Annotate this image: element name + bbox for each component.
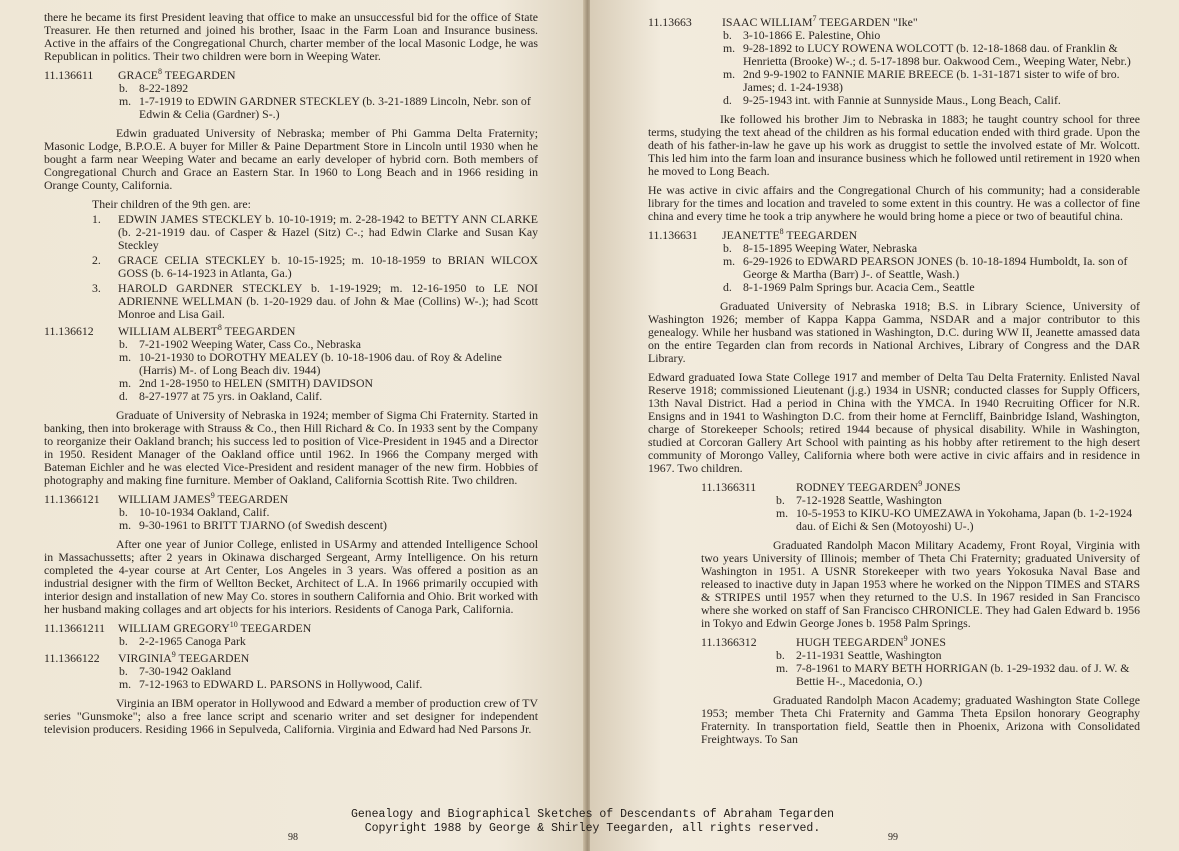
birth-line: b. 3-10-1866 E. Palestine, Ohio xyxy=(723,28,881,42)
entry-id: 11.1366122 xyxy=(44,651,100,665)
paragraph: Graduated Randolph Macon Academy; graduated Washington State College 1953; member Theta Chi Fraternity and Gamma Theta Epsilon honorary Geography Fraternity. In transportation field, Seattle then in Phoenix, Arizona with Consolidated Freightways. To San xyxy=(701,693,1140,746)
paragraph: Virginia an IBM operator in Hollywood and Edward a member of production crew of TV series "Gunsmoke"; also a free lance script and scenario writer and set designer for independent television producers. Residing 1966 in Sepulveda, California. Virginia and Edward had Ned Parsons Jr. xyxy=(44,696,538,736)
child-item: 1. EDWIN JAMES STECKLEY b. 10-10-1919; m. 2-28-1942 to BETTY ANN CLARKE (b. 2-21-1919 dau. of Casper & Hazel (Sitz) C-.; had Edwin Clarke and Susan Kay Steckley xyxy=(92,212,538,252)
marriage-line: m. 10-21-1930 to DOROTHY MEALEY (b. 10-18-1906 dau. of Roy & Adeline (Harris) M-. of Long Beach div. 1944) xyxy=(119,350,502,377)
generation-number: 9 xyxy=(171,650,176,660)
marriage-line: m. 9-28-1892 to LUCY ROWENA WOLCOTT (b. 12-18-1868 dau. of Franklin & Henrietta (Brooke) W-.; d. 5-17-1898 bur. Oakwood Cem., Weeping Water, Nebr.) xyxy=(723,41,1131,68)
death-line: d. 8-27-1977 at 75 yrs. in Oakland, Calif. xyxy=(119,389,323,403)
children-intro: Their children of the 9th gen. are: xyxy=(92,197,251,211)
paragraph: Graduated University of Nebraska 1918; B.S. in Library Science, University of Washington 1926; member of Kappa Kappa Gamma, NSDAR and a major contributor to this genealogy. While her husband was stationed in Washington, D.C. during WW II, Jeanette amassed data on the entire Tegarden clan from records in National Archives, Library of Congress and the DAR Library. xyxy=(648,299,1140,365)
entry-surname: TEEGARDEN xyxy=(783,228,858,242)
entry-name: WILLIAM JAMES xyxy=(118,492,211,506)
entry-name: WILLIAM ALBERT xyxy=(118,324,218,338)
entry-surname: TEEGARDEN xyxy=(214,492,289,506)
entry-surname: TEEGARDEN xyxy=(221,324,296,338)
entry-isaac xyxy=(648,16,1140,29)
birth-line: b. 7-12-1928 Seattle, Washington xyxy=(776,493,942,507)
paragraph: there he became its first President leaving that office to make an unsuccessful bid for the office of State Treasurer. He then returned and joined his brother, Isaac in the Farm Loan and Insurance business. Active in the affairs of the Congregational Church, charter member of the local Masonic Lodge, he was Republican in politics. Their two children were born in Weeping Water. xyxy=(44,10,538,63)
entry-name: RODNEY TEEGARDEN xyxy=(796,480,919,494)
generation-number: 8 xyxy=(157,67,162,77)
paragraph: Graduated Randolph Macon Military Academy, Front Royal, Virginia with two years University of Illinois; member of Theta Chi Fraternity; graduated University of Washington in 1951. A USNR Storekeeper with two years Yokosuka Naval Base and released to inactive duty in Japan 1953 where he worked on the Nippon TIMES and STARS & STRIPES until 1957 when they returned to the U.S. In 1967 resided in San Francisco where she worked on staff of San Francisco CHRONICLE. They had Galen Edward b. 1956 in Tokyo and Edwin George Jones b. 1958 Palm Springs. xyxy=(701,538,1140,630)
birth-line: b. 8-22-1892 xyxy=(119,81,189,95)
entry-id: 11.13663 xyxy=(648,15,692,29)
generation-number: 7 xyxy=(812,14,817,24)
marriage-line: m. 1-7-1919 to EDWIN GARDNER STECKLEY (b. 3-21-1889 Lincoln, Nebr. son of Edwin & Celia (Gardner) S-.) xyxy=(119,94,531,121)
paragraph: Edwin graduated University of Nebraska; member of Phi Gamma Delta Fraternity; Masonic Lodge, B.P.O.E. A buyer for Miller & Paine Department Store in Lincoln until 1930 when he bought a farm near Weeping Water and became an early developer of hybrid corn. Both members of Congregational Church and Grace an Eastern Star. In 1960 to Long Beach and in 1966 residing in Orange County, California. xyxy=(44,126,538,192)
birth-line: b. 10-10-1934 Oakland, Calif. xyxy=(119,505,270,519)
paragraph: After one year of Junior College, enlisted in USArmy and attended Intelligence School in Massachussetts; after 2 years in Okinawa discharged Sergeant, Army Intelligence. On his return completed the 4-year course at Art Center, Los Angeles in 3 years. Was offered a position as an industrial designer with the firm of Wellton Becket, Architect of L.A. In 1966 primarily occupied with interior design and installation of new May Co. stores in southern California and Ohio. Brit worked with her husband making collages and art objects for his interiors. Residents of Canoga Park, California. xyxy=(44,537,538,616)
entry-surname: TEEGARDEN xyxy=(237,621,312,635)
birth-line: b. 2-11-1931 Seattle, Washington xyxy=(776,648,942,662)
entry-id: 11.13661211 xyxy=(44,621,106,635)
marriage-line: m. 2nd 1-28-1950 to HELEN (SMITH) DAVIDSON xyxy=(119,376,374,390)
generation-number: 10 xyxy=(229,620,238,630)
entry-id: 11.1366311 xyxy=(701,480,757,494)
entry-name: HUGH TEEGARDEN xyxy=(796,635,904,649)
footer-title: Genealogy and Biographical Sketches of Descendants of Abraham Tegarden xyxy=(350,808,835,821)
birth-line: b. 7-21-1902 Weeping Water, Cass Co., Nebraska xyxy=(119,337,361,351)
page-number: 98 xyxy=(288,832,298,843)
paragraph: Ike followed his brother Jim to Nebraska in 1883; he taught country school for three terms, studying the text ahead of the children as his formal education ended with third grade. Upon the death of his father-in-law he gave up his work as druggist to settle the involved estate of Mr. Wolcott. This led him into the farm loan and insurance business which he followed until retirement in 1920 when he moved to Long Beach. xyxy=(648,112,1140,178)
generation-number: 9 xyxy=(210,491,215,501)
entry-name: JEANETTE xyxy=(722,228,780,242)
marriage-line: m. 6-29-1926 to EDWARD PEARSON JONES (b. 10-18-1894 Humboldt, Ia. son of George & Martha (Barr) J-. of Seattle, Wash.) xyxy=(723,254,1128,281)
footer-copyright: Copyright 1988 by George & Shirley Teegarden, all rights reserved. xyxy=(364,822,821,835)
marriage-line: m. 9-30-1961 to BRITT TJARNO (of Swedish descent) xyxy=(119,518,387,532)
entry-surname: TEEGARDEN "Ike" xyxy=(816,15,918,29)
page-number: 99 xyxy=(888,832,898,843)
entry-surname: TEEGARDEN xyxy=(175,651,250,665)
entry-surname: TEEGARDEN xyxy=(161,68,236,82)
generation-number: 9 xyxy=(918,479,923,489)
child-item: 3. HAROLD GARDNER STECKLEY b. 1-19-1929; m. 12-16-1950 to LE NOI ADRIENNE WELLMAN (b. 1-20-1929 dau. of John & Mae (Collins) W-.); had Scott Monroe and Lisa Gail. xyxy=(92,281,538,321)
birth-line: b. 7-30-1942 Oakland xyxy=(119,664,232,678)
right-column xyxy=(648,16,1140,752)
entry-id: 11.1366121 xyxy=(44,492,100,506)
birth-line: b. 8-15-1895 Weeping Water, Nebraska xyxy=(723,241,918,255)
birth-line: b. 2-2-1965 Canoga Park xyxy=(119,634,246,648)
left-page xyxy=(0,0,585,851)
entry-id: 11.1366312 xyxy=(701,635,757,649)
paragraph: Edward graduated Iowa State College 1917 and member of Delta Tau Delta Fraternity. Enlisted Naval Reserve 1918; commissioned Lieutenant (j.g.) 1934 in USNR; conducted classes for Supply Officers, 13th Naval District. Had a period in China with the YMCA. In 1940 Recruiting Officer for N.R. Ensigns and in 1941 to Washington D.C. from their home at Ferncliff, Bainbridge Island, Washington, charge of Storekeeper Schools; retired 1944 because of physical disability. While in Washington, studied at Corcoran Gallery Art School with painting as his hobby after retirement to the high desert community of Morongo Valley, California where both were active in civic affairs and in residence in 1967. Two children. xyxy=(648,370,1140,475)
entry-id: 11.136631 xyxy=(648,228,698,242)
generation-number: 8 xyxy=(217,323,222,333)
marriage-line: m. 7-8-1961 to MARY BETH HORRIGAN (b. 1-29-1932 dau. of J. W. & Bettie H-., Macedonia, O.) xyxy=(776,661,1130,688)
footer xyxy=(300,808,885,836)
entry-name: ISAAC WILLIAM xyxy=(722,15,813,29)
entry-id: 11.136611 xyxy=(44,68,94,82)
entry-name: WILLIAM GREGORY xyxy=(118,621,230,635)
entry-id: 11.136612 xyxy=(44,324,94,338)
death-line: d. 8-1-1969 Palm Springs bur. Acacia Cem., Seattle xyxy=(723,280,975,294)
paragraph: He was active in civic affairs and the Congregational Church of his community; had a considerable library for the times and location and traveled to some extent in this country. He was a collector of fine china and every time he took a trip anywhere he would bring home a piece or two of beautiful china. xyxy=(648,183,1140,223)
entry-name: VIRGINIA xyxy=(118,651,172,665)
sub-entries xyxy=(701,481,1140,746)
paragraph: Graduate of University of Nebraska in 1924; member of Sigma Chi Fraternity. Started in banking, then into brokerage with Strauss & Co., then Hill Richard & Co. In 1933 sent by the Company to reorganize their Oakland branch; his success led to position of Vice-President in 1945 and a Director in 1950. Resident Manager of the Oakland office until 1962. In 1966 the Company merged with Bateman Eichler and he was elected Vice-President and resident manager of the new firm. Hobbies of photography and making fine furniture. Member of Oakland, California Scottish Rite. Two children. xyxy=(44,408,538,487)
generation-number: 8 xyxy=(779,227,784,237)
left-column xyxy=(44,11,538,742)
death-line: d. 9-25-1943 int. with Fannie at Sunnyside Maus., Long Beach, Calif. xyxy=(723,93,1061,107)
entry-surname: JONES xyxy=(907,635,946,649)
marriage-line: m. 10-5-1953 to KIKU-KO UMEZAWA in Yokohama, Japan (b. 1-2-1924 dau. of Eichi & Sen (Motoyoshi) U-.) xyxy=(776,506,1133,533)
entry-surname: JONES xyxy=(922,480,961,494)
right-page xyxy=(590,0,1179,851)
marriage-line: m. 7-12-1963 to EDWARD L. PARSONS in Hollywood, Calif. xyxy=(119,677,423,691)
child-item: 2. GRACE CELIA STECKLEY b. 10-15-1925; m. 10-18-1959 to BRIAN WILCOX GOSS (b. 6-14-1923 in Atlanta, Ga.) xyxy=(92,253,538,280)
generation-number: 9 xyxy=(903,634,908,644)
marriage-line: m. 2nd 9-9-1902 to FANNIE MARIE BREECE (b. 1-31-1871 sister to wife of bro. James; d. 1-24-1938) xyxy=(723,67,1120,94)
entry-name: GRACE xyxy=(118,68,158,82)
